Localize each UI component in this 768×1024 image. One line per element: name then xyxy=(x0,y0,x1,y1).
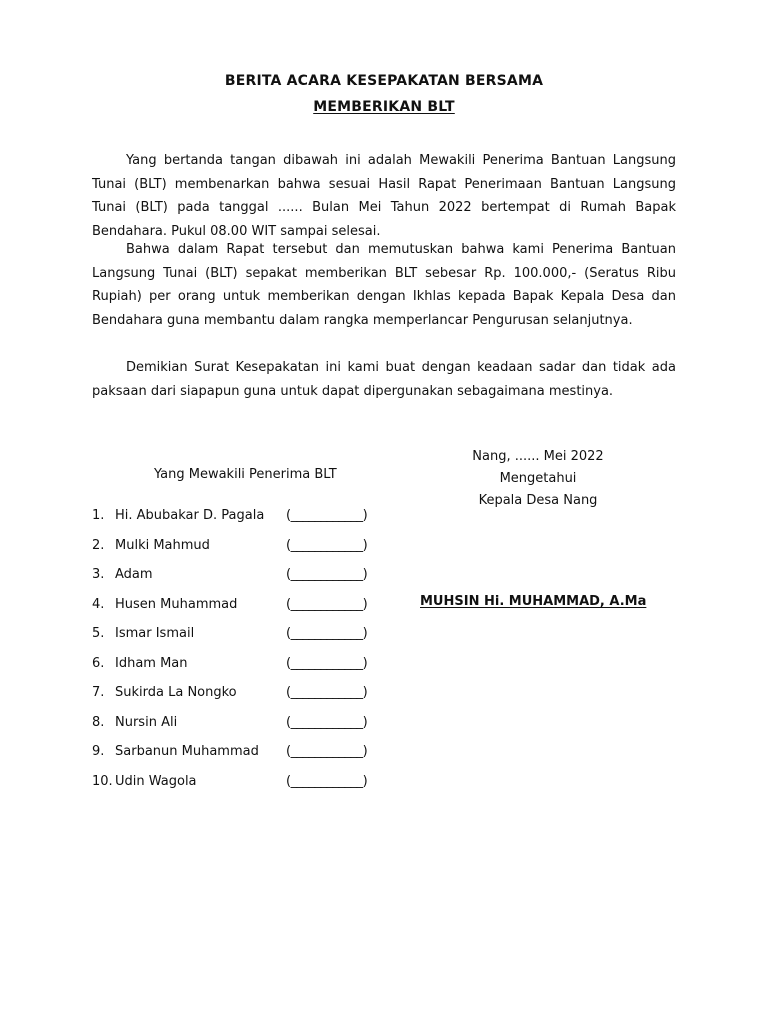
representative-name: Idham Man xyxy=(115,655,188,671)
list-item xyxy=(92,685,412,715)
item-number: 7. xyxy=(92,685,105,700)
signature-blank: (____________) xyxy=(286,626,368,641)
list-item xyxy=(92,626,412,656)
village-head-name: MUHSIN Hi. MUHAMMAD, A.Ma xyxy=(420,594,647,609)
representative-name: Mulki Mahmud xyxy=(115,537,210,553)
list-item xyxy=(92,597,412,627)
item-number: 9. xyxy=(92,744,105,759)
paragraph-decision xyxy=(92,238,676,332)
signature-blank: (____________) xyxy=(286,714,368,730)
item-number: 4. xyxy=(92,596,105,612)
list-item xyxy=(92,567,412,597)
signature-blank: (____________) xyxy=(286,744,368,759)
list-item xyxy=(92,715,412,745)
signature-blank: (____________) xyxy=(286,596,368,612)
signature-blank: (____________) xyxy=(286,567,368,582)
representative-name: Udin Wagola xyxy=(115,773,197,789)
item-number: 3. xyxy=(92,567,105,582)
list-item xyxy=(92,774,412,804)
representative-name: Ismar Ismail xyxy=(115,626,195,641)
paragraph-decision-text: Bahwa dalam Rapat tersebut dan memutuskan bahwa kami Penerima Bantuan Langsung Tunai (BLT) sepakat memberikan BLT sebesar Rp. 100.000,- (Seratus Ribu Rupiah) per orang untuk memberikan dengan Ikhlas kepada Bapak Kepala Desa dan Bendahara guna membantu dalam rangka memperlancar Pengurusan selanjutnya. xyxy=(92,242,676,328)
village-head-position: Kepala Desa Nang xyxy=(478,493,598,508)
item-number: 2. xyxy=(92,537,105,553)
paragraph-opening-text: Yang bertanda tangan dibawah ini adalah Mewakili Penerima Bantuan Langsung Tunai (BLT) membenarkan bahwa sesuai Hasil Rapat Penerimaan Bantuan Langsung Tunai (BLT) pada tanggal ...... Bulan Mei Tahun 2022 bertempat di Rumah Bapak Bendahara. Pukul 08.00 WIT sampai selesai. xyxy=(92,153,676,239)
representatives-list xyxy=(92,508,412,803)
item-number: 5. xyxy=(92,626,105,641)
paragraph-closing xyxy=(92,356,676,403)
item-number: 8. xyxy=(92,714,105,730)
list-item xyxy=(92,508,412,538)
place-date: Nang, ...... Mei 2022 xyxy=(472,449,604,464)
signature-blank: (____________) xyxy=(286,685,368,700)
village-head-block xyxy=(420,446,656,512)
list-item xyxy=(92,656,412,686)
signature-blank: (____________) xyxy=(286,537,368,553)
paragraph-closing-text: Demikian Surat Kesepakatan ini kami buat dengan keadaan sadar dan tidak ada paksaan dari siapapun guna untuk dapat dipergunakan sebagaimana mestinya. xyxy=(92,360,676,399)
acknowledged-label: Mengetahui xyxy=(499,471,577,486)
signature-blank: (____________) xyxy=(286,773,368,789)
representatives-heading: Yang Mewakili Penerima BLT xyxy=(154,467,337,482)
document-subtitle: MEMBERIKAN BLT xyxy=(313,99,455,115)
representative-name: Hi. Abubakar D. Pagala xyxy=(115,508,265,523)
list-item xyxy=(92,744,412,774)
paragraph-opening xyxy=(92,149,676,243)
representative-name: Sukirda La Nongko xyxy=(115,685,237,700)
representative-name: Husen Muhammad xyxy=(115,596,238,612)
representative-name: Nursin Ali xyxy=(115,714,178,730)
signature-blank: (____________) xyxy=(286,508,368,523)
document-title: BERITA ACARA KESEPAKATAN BERSAMA xyxy=(224,73,544,89)
signature-blank: (____________) xyxy=(286,655,368,671)
representative-name: Sarbanun Muhammad xyxy=(115,744,259,759)
list-item xyxy=(92,538,412,568)
representative-name: Adam xyxy=(115,567,153,582)
item-number: 10. xyxy=(92,773,113,789)
item-number: 6. xyxy=(92,655,105,671)
item-number: 1. xyxy=(92,508,105,523)
